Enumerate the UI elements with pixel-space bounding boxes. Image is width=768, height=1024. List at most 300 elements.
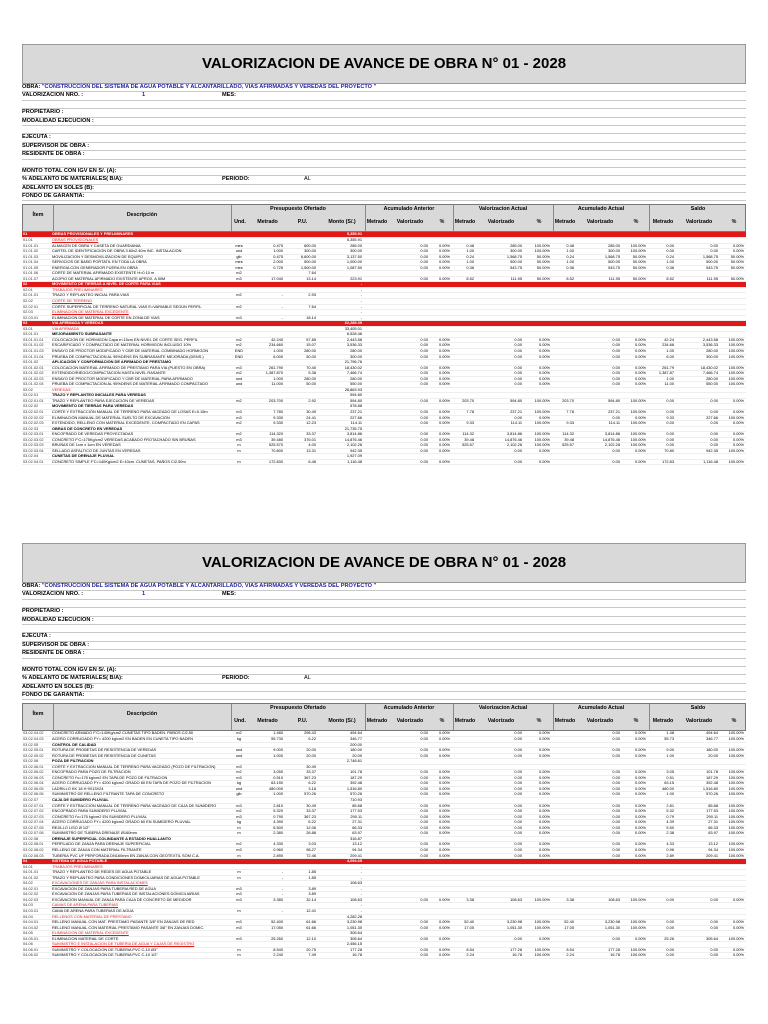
item-description: TRAZO Y REPLANTEO PARA EJECUCIÓN DE VEREDAS (52, 398, 155, 403)
cell-met: 0.725 (273, 265, 283, 270)
item-description: SUMINISTRO Y COLOCACION DE TUBERIA PVC C-10 Ø3" (52, 947, 158, 952)
cell-ap: 50.00% (632, 276, 646, 281)
cell-vp: 50.00% (536, 254, 550, 259)
cell-ap: 100.00% (630, 398, 646, 403)
item-description: CORTE SUPERFICIAL DE TERRENO NATURAL VIAS E=VARIABLE SEGÚN PERFIL (52, 304, 202, 309)
cell-av: 14,876.46 (602, 437, 620, 442)
cell-pu: 6,600.00 (300, 254, 316, 259)
cell-met: - (281, 908, 283, 913)
cell-aap: 0.00% (438, 953, 450, 958)
cell-monto: 2,443.58 (346, 337, 362, 342)
monto-line: MONTO TOTAL CON IGV EN S/. (A): (22, 667, 746, 675)
cell-vv: 0.00 (514, 365, 522, 370)
cell-pu: 500.00 (304, 260, 316, 265)
cell-vv: 0.00 (514, 831, 522, 836)
cell-aap: 0.00% (438, 803, 450, 808)
cell-monto: 392.48 (350, 781, 362, 786)
cell-aa: 0.00 (420, 437, 428, 442)
cell-av: 0.00 (612, 737, 620, 742)
cell-aap: 0.00% (438, 376, 450, 381)
cell-monto: - (360, 299, 362, 304)
cell-vp: 100.00% (534, 920, 550, 925)
cell-und: glb (236, 792, 242, 797)
cell-sm: 0.00 (666, 443, 674, 448)
cell-monto: 300.00 (350, 354, 362, 359)
cell-sp: 50.00% (730, 254, 744, 259)
cell-aa: 0.00 (420, 371, 428, 376)
item-code: 03 (23, 321, 28, 326)
cell-sv: 346.77 (706, 737, 718, 742)
valorizacion-line: VALORIZACION NRO. : 1 MES: (22, 92, 746, 100)
cell-vv: 0.00 (514, 770, 522, 775)
item-description: CAJA DE SUMIDERO PLUVIAL (52, 798, 109, 803)
column-divider (231, 205, 232, 231)
cell-vv: 0.00 (514, 842, 522, 847)
cell-sv: 305.64 (706, 936, 718, 941)
cell-und: und (235, 376, 243, 381)
cell-met: 525.570 (268, 443, 283, 448)
cell-vv: 0.00 (514, 781, 522, 786)
item-description: TRAZO Y REPLANTEO INICIALES PARA VEREDAS (52, 393, 146, 398)
cell-sp: 0.00% (732, 421, 744, 426)
modalidad-line: MODALIDAD EJECUCION : (22, 118, 746, 126)
cell-pu: 15.07 (306, 343, 316, 348)
item-description: CONCRETO f'c=175 kg/cm2 EN SUMIDERO PLUVIAL (52, 814, 148, 819)
group-acumulado-actual: Acumulado Actual (577, 206, 625, 213)
cell-und: mes (235, 260, 243, 265)
cell-vp: 100.00% (534, 398, 550, 403)
cell-vv: 0.00 (514, 814, 522, 819)
cell-met: 5.500 (273, 825, 283, 830)
cell-sp: 100.00% (728, 820, 744, 825)
cell-aap: 0.00% (438, 820, 450, 825)
cell-monto: - (360, 875, 362, 880)
cell-pu: 12.41 (306, 908, 316, 913)
cell-ap: 100.00% (630, 421, 646, 426)
cell-sm: 6.00 (666, 354, 674, 359)
cell-pu: 376.01 (304, 437, 316, 442)
cell-sv: 85.68 (708, 803, 718, 808)
cell-vp: 0.00% (538, 376, 550, 381)
cell-monto: 13.12 (352, 842, 362, 847)
cell-pu: 12.10 (306, 936, 316, 941)
cell-vp: 0.00% (538, 809, 550, 814)
cell-und: m (237, 870, 241, 875)
cell-monto: 33,405.01 (344, 326, 362, 331)
cell-monto: - (360, 315, 362, 320)
item-code: 03.02.07.05 (23, 825, 44, 830)
cell-aap: 0.00% (438, 920, 450, 925)
ejecuta-line: EJECUTA : (22, 134, 746, 142)
item-description: APLICACIÓN Y CONFORMACIÓN DE AFIRMADO DE PRÉSTAMO (52, 360, 172, 365)
item-description: MOVILIZACION Y DESMOVILIZACION DE EQUIPO (52, 254, 144, 259)
cell-met: 480.000 (268, 786, 283, 791)
cell-ap: 0.00% (634, 354, 646, 359)
cell-sm: 0.00 (666, 409, 674, 414)
cell-aa: 0.00 (420, 803, 428, 808)
cell-sm: 0.00 (666, 947, 674, 952)
cell-und: m2 (236, 432, 242, 437)
cell-aa: 0.00 (420, 842, 428, 847)
cell-sv: 494.64 (706, 731, 718, 736)
item-description: VIA AFIRMADA (52, 326, 80, 331)
item-code: 01.01.03 (23, 254, 39, 259)
cell-vm: 9.33 (466, 421, 474, 426)
cell-ap: 0.00% (634, 382, 646, 387)
cell-sp: 100.00% (728, 459, 744, 464)
cell-aa: 0.00 (420, 415, 428, 420)
cell-sp: 50.00% (730, 265, 744, 270)
cell-met: 17.040 (271, 276, 283, 281)
cell-sp: 100.00% (728, 825, 744, 830)
cell-vv: 0.00 (514, 775, 522, 780)
cell-met: - (281, 886, 283, 891)
cell-pu: 13.31 (306, 448, 316, 453)
cell-monto: 2,456.15 (346, 942, 362, 947)
cell-vv: 285.00 (510, 243, 522, 248)
cell-und: m (237, 908, 241, 913)
cell-sm: 234.66 (662, 343, 674, 348)
item-description: CONCRETO F'C=175Kg/cm2 VEREDAS ACABADO FROTACHADO SIN BRUÑAS (52, 437, 196, 442)
budget-rows (22, 232, 746, 465)
item-description: MOVIMIENTO DE TIERRAS A NIVEL DE CORTE PARA VIAS (52, 282, 161, 287)
item-code: 02 (23, 282, 28, 287)
cell-av: 0.00 (612, 842, 620, 847)
item-code: 03.02.07.03 (23, 814, 44, 819)
cell-aa: 0.00 (420, 421, 428, 426)
cell-aa: 0.00 (420, 748, 428, 753)
cell-und: m3 (236, 892, 242, 897)
cell-monto: - (360, 304, 362, 309)
cell-und: kg (236, 737, 242, 742)
cell-pu: 2.92 (308, 398, 316, 403)
cell-aa: 0.00 (420, 953, 428, 958)
cell-aa: 0.00 (420, 276, 428, 281)
valorizacion-sheet-1 (22, 44, 746, 465)
cell-av: 0.00 (612, 770, 620, 775)
cell-und: m3 (236, 847, 242, 852)
cell-met: 9.330 (273, 421, 283, 426)
cell-vp: 0.00% (538, 753, 550, 758)
cell-met: 2.890 (273, 853, 283, 858)
cell-am: 52.40 (564, 920, 574, 925)
cell-sp: 0.00% (732, 953, 744, 958)
cell-pu: 6.22 (308, 737, 316, 742)
cell-und: m (237, 853, 241, 858)
item-description: ENCOFRADO PARA SUMIDERO PLUVIAL (52, 809, 128, 814)
item-code: 02.01.01 (23, 293, 39, 298)
cell-sv: 209.41 (706, 853, 718, 858)
item-code: 03.02.08.02 (23, 847, 44, 852)
cell-vp: 0.00% (538, 847, 550, 852)
item-description: SELLADO ASFALTICO DE JUNTAS EN VEREDAS (52, 448, 141, 453)
cell-sm: 5.32 (666, 809, 674, 814)
obra-line: OBRA: "CONSTRUCCION DEL SISTEMA DE AGUA POTABLE Y ALCANTARILLADO, VIAS AFIRMADAS Y VEREDAS DEL PROYECTO " (22, 84, 746, 92)
cell-am: 0.48 (566, 243, 574, 248)
cell-monto: 108.63 (350, 881, 362, 886)
cell-vp: 0.00% (538, 354, 550, 359)
cell-met: 0.475 (273, 254, 283, 259)
fondo-garantia-line: FONDO DE GARANTIA: (22, 193, 746, 201)
cell-ap: 0.00% (634, 792, 646, 797)
cell-vv: 0.00 (514, 792, 522, 797)
cell-met: 70.800 (271, 448, 283, 453)
item-code: 01.01.02 (23, 249, 39, 254)
item-description: SERVICIOS DE BAÑO PORTATIL EN TODA LA OBRA (52, 260, 147, 265)
cell-met: - (281, 315, 283, 320)
item-description: SUMINISTRO Y COLOCACION DE TUBERIA PVC C-10 1/2" (52, 953, 158, 958)
cell-sv: 300.00 (706, 354, 718, 359)
item-code: 03.02.03.03 (23, 443, 44, 448)
cell-sm: 4.33 (666, 842, 674, 847)
cell-vp: 100.00% (534, 243, 550, 248)
cell-sp: 0.00% (732, 443, 744, 448)
item-code: 03.02.05 (23, 742, 39, 747)
item-description: ROTURA DE PROBETAS DE RESISTENCIA DE VEREDAS (52, 748, 157, 753)
cell-pu: 33.37 (306, 770, 316, 775)
cell-aap: 0.00% (438, 775, 450, 780)
cell-vm: 0.48 (466, 243, 474, 248)
cell-pu: 3.16 (308, 786, 316, 791)
cell-monto: 114.11 (350, 421, 362, 426)
cell-vp: 50.00% (536, 260, 550, 265)
item-code: 03.02.07 (23, 798, 39, 803)
item-code: 04.05 (23, 931, 33, 936)
cell-aap: 0.00% (438, 260, 450, 265)
item-description: SISTEMA DE AGUA POTABLE (52, 859, 108, 864)
cell-vv: 0.00 (514, 337, 522, 342)
cell-vp: 100.00% (534, 432, 550, 437)
cell-vv: 3,814.86 (506, 432, 522, 437)
cell-aa: 0.00 (420, 348, 428, 353)
cell-met: 5.320 (273, 809, 283, 814)
cell-vp: 0.00% (538, 737, 550, 742)
cell-aap: 0.00% (438, 748, 450, 753)
cell-monto: 1,051.30 (346, 925, 362, 930)
item-description: PERFILADO DE ZANJA PARA DRENAJE SUPERFICIAL (52, 842, 151, 847)
cell-und: m (237, 831, 241, 836)
cell-sm: 63.15 (664, 781, 674, 786)
cell-und: und (235, 748, 243, 753)
cell-met: 234.660 (268, 343, 283, 348)
item-code: 03.02.04.03 (23, 737, 44, 742)
cell-monto: 1,116.48 (347, 459, 362, 464)
cell-und: m3 (236, 276, 242, 281)
cell-aa: 0.00 (420, 786, 428, 791)
cell-pu: 12.23 (306, 421, 316, 426)
cell-und: m2 (236, 842, 242, 847)
cell-vp: 0.00% (538, 365, 550, 370)
cell-sp: 100.00% (728, 343, 744, 348)
cell-sv: 0.00 (710, 249, 718, 254)
cell-sp: 100.00% (728, 847, 744, 852)
cell-sm: 9.33 (666, 415, 674, 420)
cell-sm: 70.80 (664, 448, 674, 453)
cell-am: 8.52 (566, 276, 574, 281)
cell-pu: 32.14 (306, 897, 316, 902)
cell-sm: 11.00 (664, 382, 674, 387)
cell-aap: 0.00% (438, 731, 450, 736)
cell-sv: 1,116.48 (703, 459, 718, 464)
cell-und: m (237, 953, 241, 958)
item-code: 03.02.06.04 (23, 781, 44, 786)
cell-sm: 0.00 (666, 920, 674, 925)
cell-monto: - (360, 864, 362, 869)
cell-aap: 0.00% (438, 243, 450, 248)
item-code: 03.02.06.02 (23, 770, 44, 775)
cell-sm: 2.89 (666, 853, 674, 858)
cell-ap: 100.00% (630, 920, 646, 925)
cell-und: m (237, 443, 241, 448)
cell-monto: 594.80 (350, 393, 362, 398)
cell-sp: 100.00% (728, 842, 744, 847)
item-code: 03.01.02.01 (23, 365, 44, 370)
cell-sv: 280.00 (706, 376, 718, 381)
cell-ap: 0.00% (634, 365, 646, 370)
item-code: 04.01.01 (23, 870, 39, 875)
report-title: VALORIZACION DE AVANCE DE OBRA N° 01 - 2028 (22, 44, 746, 84)
cell-ap: 0.00% (634, 343, 646, 348)
item-description: CONCRETO SIMPLE F'C=140Kg/cm2 E=10cm. CUNETAS, PAÑOS C/2.50m (52, 459, 186, 464)
item-code: 03.02.07.02 (23, 809, 44, 814)
column-divider (553, 205, 554, 231)
cell-am: 39.48 (564, 437, 574, 442)
cell-aap: 0.00% (438, 842, 450, 847)
cell-sm: 1,387.87 (658, 371, 674, 376)
item-code: 02.02.01 (23, 304, 39, 309)
cell-sm: 9.00 (666, 748, 674, 753)
cell-vp: 0.00% (538, 348, 550, 353)
cell-av: 0.00 (612, 459, 620, 464)
cell-monto: - (360, 282, 362, 287)
item-code: 02.03 (23, 310, 33, 315)
cell-vv: 108.63 (510, 897, 522, 902)
cell-pu: 4.00 (308, 443, 316, 448)
cell-sv: 0.00 (710, 897, 718, 902)
cell-und: und (235, 753, 243, 758)
cell-monto: 305.64 (350, 936, 362, 941)
cell-met: 2.240 (273, 953, 283, 958)
cell-sp: 100.00% (728, 365, 744, 370)
cell-ap: 50.00% (632, 265, 646, 270)
cell-av: 0.00 (612, 775, 620, 780)
cell-av: 0.00 (612, 803, 620, 808)
cell-vm: 525.57 (462, 443, 474, 448)
cell-vp: 50.00% (536, 265, 550, 270)
item-description: ENSAYO DE PROCTOR MODIFICADO Y CBR DE MATERIAL COMBINADO HORMIGON (52, 348, 209, 353)
cell-sm: 1.00 (666, 792, 674, 797)
cell-sp: 100.00% (728, 792, 744, 797)
cell-monto: 290.11 (350, 814, 362, 819)
cell-vp: 0.00% (538, 337, 550, 342)
group-acumulado-anterior: Acumulado Anterior (383, 705, 435, 712)
cell-aa: 0.00 (420, 343, 428, 348)
item-description: ESCARIFICADO Y COMPACTADO DE MATERIAL HORMIGON INCLUIDO 10% (52, 343, 192, 348)
item-description: SUMINISTRO DE RELLENO FILTRANTE TAPA DE CONCRETO (52, 792, 165, 797)
item-code: 03.02.03.01 (23, 432, 44, 437)
cell-am: 8.54 (566, 947, 574, 952)
item-code: 03.01.01.03 (23, 348, 44, 353)
cell-monto: 280.00 (350, 376, 362, 381)
cell-pu: 50.00 (306, 354, 316, 359)
cell-met: 1,387.870 (265, 371, 283, 376)
cell-vp: 0.00% (538, 814, 550, 819)
cell-monto: 209.41 (350, 853, 362, 858)
cell-vv: 0.00 (514, 820, 522, 825)
cell-pu: 280.00 (304, 376, 316, 381)
cell-monto: 20.00 (352, 753, 362, 758)
cell-vv: 0.00 (514, 371, 522, 376)
cell-aa: 0.00 (420, 731, 428, 736)
cell-aa: 0.00 (420, 382, 428, 387)
item-code: 03.01.02.03 (23, 376, 44, 381)
cell-met: 6.000 (273, 354, 283, 359)
cell-monto: 4,094.65 (346, 859, 362, 864)
cell-ap: 0.00% (634, 847, 646, 852)
item-description: ENCOFRADO DE VEREDAS PROYECTADAS (52, 432, 134, 437)
cell-sm: 172.83 (662, 459, 674, 464)
item-code: 03.02.01 (23, 393, 39, 398)
cell-av: 1,051.30 (604, 925, 620, 930)
cell-sv: 0.00 (710, 947, 718, 952)
cell-vm: 1.00 (466, 260, 474, 265)
item-description: EXTENDIDO, RELLENO CON MATERIAL EXCEDENTE, COMPACTADO EN CAPAS (52, 421, 200, 426)
cell-vv: 0.00 (514, 376, 522, 381)
cell-am: 2.24 (566, 953, 574, 958)
cell-sp: 100.00% (728, 831, 744, 836)
col-descripcion: Descripción (126, 212, 158, 219)
cell-vv: 16.78 (512, 953, 522, 958)
cell-aap: 0.00% (438, 343, 450, 348)
item-description: RELLENOS CON MATERIAL DE PRESTAMO (52, 914, 132, 919)
cell-ap: 0.00% (634, 448, 646, 453)
cell-pu: 20.75 (306, 947, 316, 952)
cell-vm: 39.48 (464, 437, 474, 442)
cell-ap: 0.00% (634, 814, 646, 819)
cell-vp: 50.00% (536, 276, 550, 281)
cell-sp: 100.00% (728, 376, 744, 381)
cell-sv: 500.00 (706, 260, 718, 265)
cell-sv: 392.48 (706, 781, 718, 786)
cell-sv: 227.66 (706, 415, 718, 420)
cell-ap: 0.00% (634, 775, 646, 780)
item-description: COLOCACION MATERIAL AFIRMADO DE PRESTAMO PARA VIA (PUESTO EN OBRA) (52, 365, 206, 370)
cell-pu: 280.00 (304, 348, 316, 353)
cell-monto: 3,137.50 (346, 254, 362, 259)
cell-sm: 0.00 (666, 421, 674, 426)
item-code: 03.02.02 (23, 404, 39, 409)
cell-aa: 0.00 (420, 947, 428, 952)
cell-aa: 0.00 (420, 814, 428, 819)
cell-und: m (237, 875, 241, 880)
cell-ap: 50.00% (632, 254, 646, 259)
cell-ap: 100.00% (630, 897, 646, 902)
cell-ap: 100.00% (630, 953, 646, 958)
cell-monto: 66.33 (352, 825, 362, 830)
cell-sp: 100.00% (728, 371, 744, 376)
cell-met: 9.000 (273, 748, 283, 753)
cell-vv: 0.00 (514, 354, 522, 359)
cell-monto: 21,735.75 (344, 426, 362, 431)
cell-av: 0.00 (612, 731, 620, 736)
cell-vp: 100.00% (534, 947, 550, 952)
cell-und: m3 (236, 437, 242, 442)
cell-aap: 0.00% (438, 437, 450, 442)
cell-ap: 100.00% (630, 443, 646, 448)
cell-sv: 570.26 (706, 792, 718, 797)
cell-vp: 0.00% (538, 786, 550, 791)
cell-aa: 0.00 (420, 831, 428, 836)
